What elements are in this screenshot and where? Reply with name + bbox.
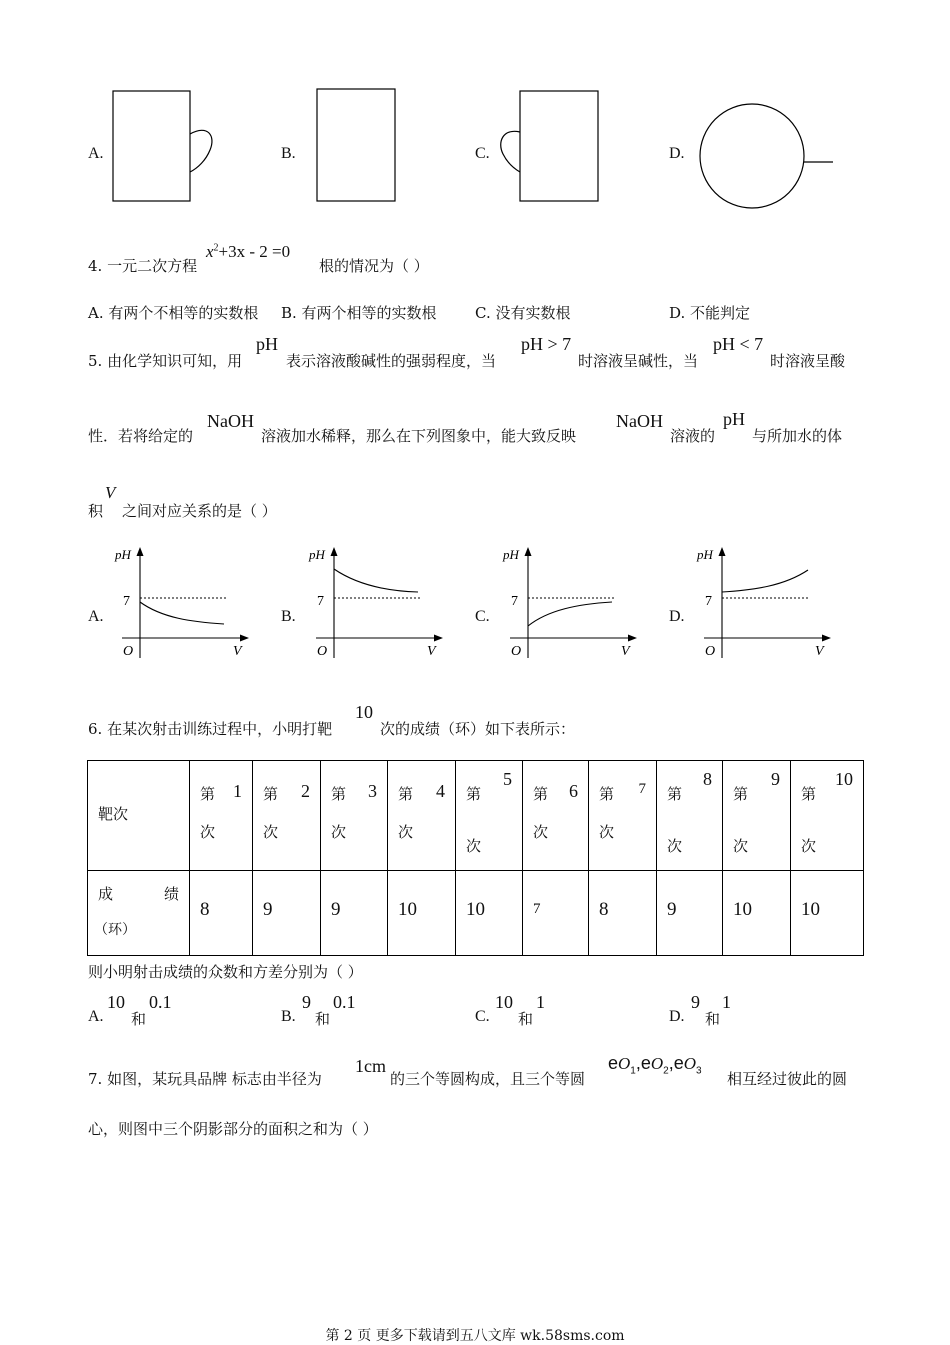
q6-option-d-mode: 9 [691, 992, 700, 1012]
q6-option-d-he: 和 [705, 1010, 721, 1028]
score-table [87, 760, 864, 956]
q6-option-c-variance: 1 [536, 992, 545, 1012]
shot-ci: 次 [331, 823, 347, 841]
score-cell [456, 871, 523, 956]
q3-option-c-figure [497, 88, 603, 204]
shot-number: 10 [835, 769, 853, 789]
shot-di: 第 [331, 785, 347, 803]
score-value: 10 [466, 899, 485, 920]
score-value: 9 [331, 899, 341, 920]
q3-option-b-figure [314, 86, 398, 204]
score-value: 8 [599, 899, 609, 920]
score-table-row-header [88, 761, 190, 871]
q4-eq-rest: +3x - 2 =0 [218, 242, 291, 261]
q4-option-b: B. 有两个相等的实数根 [281, 304, 437, 322]
header-bai-ci: 靶次 [98, 805, 129, 823]
shot-ci: 次 [733, 837, 749, 855]
score-cell [190, 871, 253, 956]
shot-header-cell [589, 761, 657, 871]
q5-graph-b-tick: 7 [317, 594, 324, 609]
shot-header-cell [791, 761, 864, 871]
q7-line1-a: 7. 如图，某玩具品牌 标志由半径为 [88, 1070, 322, 1088]
shot-header-cell [321, 761, 388, 871]
q5-line1-b: 表示溶液酸碱性的强弱程度，当 [286, 352, 497, 370]
q5-line2-d: 与所加水的体 [752, 427, 843, 445]
q6-option-a-variance: 0.1 [149, 992, 172, 1012]
q7-circle-symbol-1: e [608, 1053, 619, 1073]
q5-graph-d-x-label: V [815, 644, 824, 659]
q5-graph-b-x-label: V [427, 644, 436, 659]
q4-option-c: C. 没有实数根 [475, 304, 571, 322]
score-table-row-header [88, 871, 190, 956]
shot-di: 第 [533, 785, 549, 803]
q6-option-b-label: B. [281, 1008, 296, 1025]
header-cheng: 成 [98, 885, 114, 903]
q4-prefix: 4. 一元二次方程 [88, 257, 198, 275]
q7-circle-symbol-3: e [673, 1053, 684, 1073]
q4-eq-sup: 2 [213, 242, 219, 254]
q5-graph-b [306, 544, 446, 662]
q6-prefix: 6. 在某次射击训练过程中，小明打靶 [88, 720, 333, 738]
score-cell [253, 871, 321, 956]
shot-header-cell [190, 761, 253, 871]
q7-o1: O [618, 1054, 631, 1073]
score-cell [321, 871, 388, 956]
score-value: 9 [667, 899, 677, 920]
shot-number: 8 [703, 769, 712, 789]
page-footer: 第 2 页 更多下载请到五八文库 wk.58sms.com [325, 1328, 625, 1344]
q5-graph-c-origin: O [511, 644, 522, 659]
shot-number: 5 [503, 769, 512, 789]
q5-ph-lt-7: pH < 7 [713, 334, 764, 354]
q6-option-c-label: C. [475, 1008, 490, 1025]
q5-graph-d-y-label: pH [697, 547, 713, 562]
q7-sub3: 3 [696, 1065, 702, 1077]
shot-number: 7 [638, 781, 646, 797]
q3-option-b-label: B. [281, 145, 296, 162]
q5-line1-d: 时溶液呈酸 [770, 352, 846, 370]
score-cell [791, 871, 864, 956]
q5-option-a-label: A. [88, 608, 104, 625]
q7-radius: 1cm [355, 1056, 386, 1076]
q7-o2: O [650, 1054, 664, 1073]
score-value: 10 [733, 899, 752, 920]
score-cell [657, 871, 723, 956]
score-value: 10 [801, 899, 820, 920]
q6-option-a-he: 和 [131, 1010, 147, 1028]
q5-graph-b-origin: O [317, 644, 328, 659]
score-value: 7 [533, 901, 541, 917]
shot-ci: 次 [200, 823, 216, 841]
q4-option-d: D. 不能判定 [669, 304, 751, 322]
shot-di: 第 [667, 785, 683, 803]
shot-number: 4 [436, 781, 445, 801]
q5-graph-a [112, 544, 252, 662]
q5-option-c-label: C. [475, 608, 490, 625]
q3-option-c-label: C. [475, 145, 490, 162]
shot-di: 第 [263, 785, 279, 803]
score-value: 8 [200, 899, 210, 920]
shot-number: 3 [368, 781, 377, 801]
score-value: 10 [398, 899, 417, 920]
q6-option-c-he: 和 [518, 1010, 534, 1028]
shot-header-cell [456, 761, 523, 871]
shot-di: 第 [801, 785, 817, 803]
q7-comma-2: , [668, 1053, 674, 1073]
q5-graph-d-tick: 7 [705, 594, 712, 609]
q5-ph-gt-7: pH > 7 [521, 334, 572, 354]
q6-option-d-variance: 1 [722, 992, 731, 1012]
shot-number: 2 [301, 781, 310, 801]
q3-option-a-label: A. [88, 145, 104, 162]
q5-graph-c-x-label: V [621, 644, 630, 659]
q5-v: V [105, 483, 116, 502]
shot-ci: 次 [466, 837, 482, 855]
q5-naoh-1: NaOH [207, 411, 254, 431]
shot-ci: 次 [533, 823, 549, 841]
q5-graph-c-tick: 7 [511, 594, 518, 609]
q5-line2-c: 溶液的 [670, 427, 716, 445]
q6-option-a-label: A. [88, 1008, 104, 1025]
q6-option-c-mode: 10 [495, 992, 513, 1012]
shot-ci: 次 [263, 823, 279, 841]
q7-comma-1: , [635, 1053, 641, 1073]
shot-header-cell [523, 761, 589, 871]
shot-header-cell [657, 761, 723, 871]
shot-number: 9 [771, 769, 780, 789]
q7-circles [608, 1053, 702, 1077]
shot-di: 第 [398, 785, 414, 803]
q5-line3-b: 之间对应关系的是（ ） [122, 502, 277, 520]
q5-graph-d [694, 544, 834, 662]
q5-graph-a-y-label: pH [115, 547, 131, 562]
q5-line3-a: 积 [88, 502, 104, 520]
score-value: 9 [263, 899, 273, 920]
shot-di: 第 [200, 785, 216, 803]
q7-o3: O [683, 1054, 697, 1073]
q6-option-b-mode: 9 [302, 992, 311, 1012]
q5-graph-d-origin: O [705, 644, 716, 659]
q6-option-b-variance: 0.1 [333, 992, 356, 1012]
score-table-score-row [88, 871, 864, 956]
shot-di: 第 [599, 785, 615, 803]
q6-option-d-label: D. [669, 1008, 685, 1025]
score-cell [388, 871, 456, 956]
q6-count: 10 [355, 702, 373, 722]
score-table-header-row [88, 761, 864, 871]
q7-sub2: 2 [663, 1065, 669, 1077]
shot-ci: 次 [599, 823, 615, 841]
shot-number: 1 [233, 781, 242, 801]
q3-option-d-figure [696, 100, 836, 212]
q4-suffix: 根的情况为（ ） [319, 257, 429, 275]
header-huan: （环） [94, 922, 136, 938]
q5-ph-1: pH [256, 334, 278, 354]
q6-question: 则小明射击成绩的众数和方差分别为（ ） [88, 963, 363, 981]
shot-ci: 次 [801, 837, 817, 855]
q5-graph-a-origin: O [123, 644, 134, 659]
q5-graph-a-x-label: V [233, 644, 242, 659]
shot-header-cell [723, 761, 791, 871]
q6-option-a-mode: 10 [107, 992, 125, 1012]
q5-line2-b: 溶液加水稀释，那么在下列图象中，能大致反映 [261, 427, 577, 445]
q5-line2-a: 性．若将给定的 [88, 427, 194, 445]
q7-line1-c: 相互经过彼此的圆 [727, 1070, 848, 1088]
shot-number: 6 [569, 781, 578, 801]
shot-di: 第 [733, 785, 749, 803]
q5-graph-c-y-label: pH [503, 547, 519, 562]
shot-header-cell [388, 761, 456, 871]
q5-naoh-2: NaOH [616, 411, 663, 431]
q5-option-d-label: D. [669, 608, 685, 625]
q5-line1-c: 时溶液呈碱性，当 [578, 352, 699, 370]
q7-line1-b: 的三个等圆构成，且三个等圆 [390, 1070, 586, 1088]
q7-line2: 心，则图中三个阴影部分的面积之和为（ ） [88, 1120, 378, 1138]
shot-ci: 次 [398, 823, 414, 841]
q7-sub1: 1 [630, 1065, 636, 1077]
q4-eq-x: x [206, 242, 214, 261]
shot-ci: 次 [667, 837, 683, 855]
q5-line1-a: 5. 由化学知识可知，用 [88, 352, 243, 370]
q5-graph-a-tick: 7 [123, 594, 130, 609]
q6-suffix: 次的成绩（环）如下表所示： [380, 720, 576, 738]
shot-di: 第 [466, 785, 482, 803]
q6-option-b-he: 和 [315, 1010, 331, 1028]
shot-header-cell [253, 761, 321, 871]
q5-graph-c [500, 544, 640, 662]
q3-option-d-label: D. [669, 145, 685, 162]
q4-option-a: A. 有两个不相等的实数根 [88, 304, 259, 322]
score-cell [523, 871, 589, 956]
q4-equation [206, 242, 290, 262]
q3-option-a-figure [110, 88, 215, 204]
score-cell [589, 871, 657, 956]
header-ji: 绩 [163, 885, 179, 903]
q5-graph-b-y-label: pH [309, 547, 325, 562]
score-cell [723, 871, 791, 956]
q5-option-b-label: B. [281, 608, 296, 625]
q5-ph-2: pH [723, 409, 745, 429]
q7-circle-symbol-2: e [640, 1053, 651, 1073]
